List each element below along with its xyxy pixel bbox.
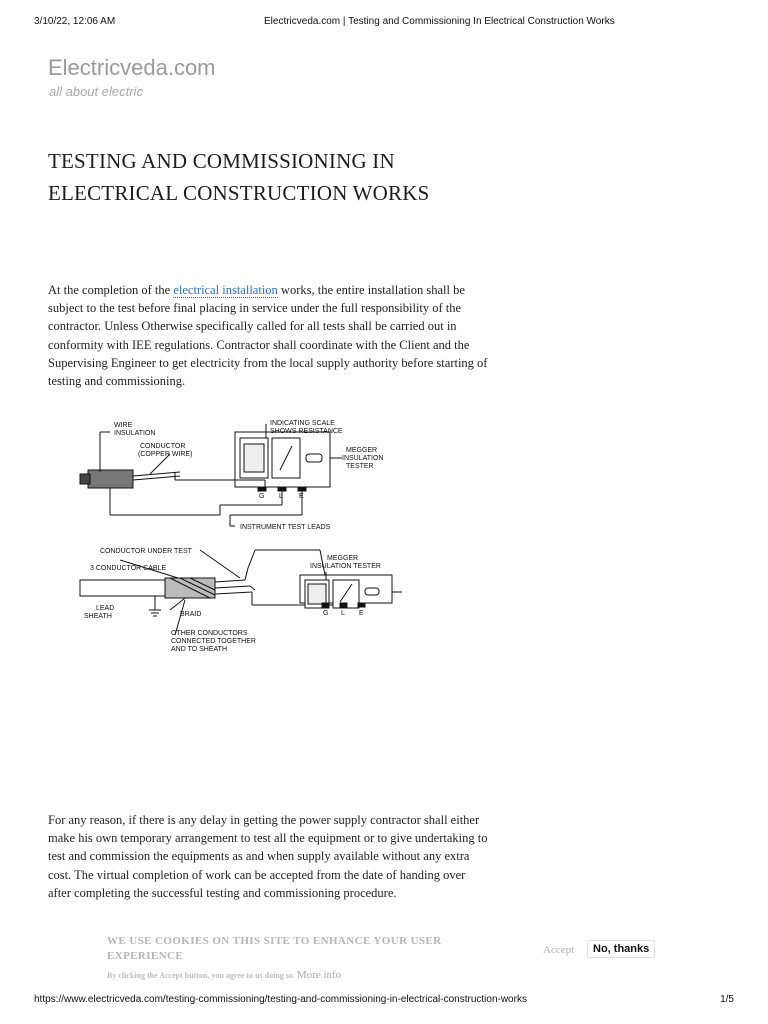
article-paragraph-2: For any reason, if there is any delay in getting the power supply contractor shall either make his own temporary arrangement to test all the equipment or to give undertaking to test and commission the equipments as and when supply available without any extra cost. The virtual completion of work can be accepted from the date of handing over after completing the successful testing and commissioning procedure. [48, 813, 488, 900]
cookie-heading: WE USE COOKIES ON THIS SITE TO ENHANCE YOUR USER EXPERIENCE [107, 935, 442, 962]
cookie-subtext [107, 969, 341, 981]
diagram-label: INSTRUMENT TEST LEADS [240, 524, 331, 531]
megger-tester-2 [300, 572, 402, 608]
diagram-label: 3 CONDUCTOR CABLE [90, 565, 167, 572]
print-url: https://www.electricveda.com/testing-commissioning/testing-and-commissioning-in-electrical-construction-works [34, 994, 527, 1005]
diagram-label: SHOWS RESISTANCE [270, 428, 343, 435]
print-page-title: Electricveda.com | Testing and Commissioning In Electrical Construction Works [264, 16, 615, 27]
diagram-label: INSULATION [342, 455, 384, 462]
diagram-label: MEGGER [346, 447, 378, 454]
print-page-number: 1/5 [720, 994, 734, 1005]
no-thanks-button[interactable]: No, thanks [587, 940, 655, 958]
cookie-banner [0, 925, 768, 991]
diagram-label: AND TO SHEATH [171, 646, 228, 653]
megger-tester-1 [220, 424, 342, 526]
diagram-label: CONNECTED TOGETHER [171, 638, 256, 645]
diagram-label: CONDUCTOR UNDER TEST [100, 548, 192, 555]
diagram-label: WIRE [114, 422, 133, 429]
diagram-label: E [359, 610, 364, 617]
paragraph-text: At the completion of the [48, 283, 174, 297]
accept-button[interactable]: Accept [543, 944, 575, 956]
diagram-label: G [259, 493, 265, 500]
diagram-label: INDICATING SCALE [270, 420, 335, 427]
diagram-label: MEGGER [327, 555, 359, 562]
diagram-label: INSULATION TESTER [310, 563, 381, 570]
electrical-installation-link[interactable]: electrical installation [173, 283, 278, 297]
diagram-label: G [323, 610, 329, 617]
diagram-label: OTHER CONDUCTORS [171, 630, 248, 637]
more-info-link[interactable]: More info [296, 969, 342, 981]
paragraph-text: works, the entire installation shall be subject to the test before final placing in service under the full responsibility of the contractor. Unless Otherwise specifically called for all tests shall be carried out in conformity with IEE regulations. Contractor shall coordinate with the Client and the Supervising Engineer to get electricity from the local supply authority before starting of testing and commissioning. [48, 283, 488, 389]
megger-insulation-test-diagram [70, 410, 410, 660]
diagram-label: E [299, 493, 304, 500]
diagram-label: BRAID [180, 611, 202, 618]
diagram-label: INSULATION [114, 430, 156, 437]
diagram-label: (COPPER WIRE) [138, 451, 193, 458]
article-paragraph-1 [48, 281, 488, 390]
diagram-label: SHEATH [84, 613, 112, 620]
site-title-link[interactable]: Electricveda.com [48, 55, 216, 80]
diagram-label: L [341, 610, 345, 617]
article-title: TESTING AND COMMISSIONING IN ELECTRICAL CONSTRUCTION WORKS [48, 149, 430, 205]
diagram-label: L [279, 493, 283, 500]
diagram-label: TESTER [346, 463, 374, 470]
diagram-label: LEAD [96, 605, 115, 612]
diagram-label: CONDUCTOR [140, 443, 186, 450]
site-tagline: all about electric [49, 84, 143, 99]
cookie-subtext-body: By clicking the Accept button, you agree to us doing so. [107, 971, 297, 980]
print-timestamp: 3/10/22, 12:06 AM [34, 16, 116, 27]
